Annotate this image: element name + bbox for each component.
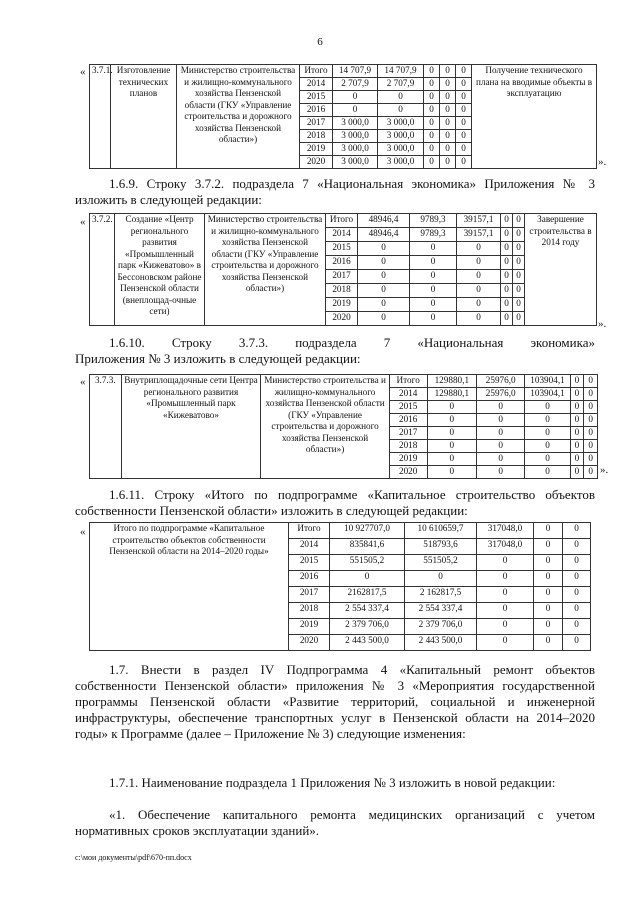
table-row: [90, 65, 597, 78]
amount-cell: 0: [513, 214, 525, 228]
amount-cell: 0: [563, 523, 591, 539]
amount-cell: 0: [410, 242, 457, 256]
amount-cell: 0: [456, 143, 472, 156]
item-code-cell: 3.7.3.: [90, 375, 122, 479]
amount-cell: 3 000,0: [378, 156, 424, 169]
amount-cell: 0: [405, 571, 477, 587]
amount-cell: 835841,6: [330, 539, 405, 555]
amount-cell: 3 000,0: [378, 117, 424, 130]
amount-cell: 0: [424, 130, 440, 143]
amount-cell: 0: [501, 256, 513, 270]
amount-cell: 0: [534, 571, 563, 587]
amount-cell: 551505,2: [405, 555, 477, 571]
amount-cell: 2 379 706,0: [330, 619, 405, 635]
year-cell: 2018: [389, 440, 427, 453]
amount-cell: 0: [570, 453, 584, 466]
amount-cell: 0: [570, 388, 584, 401]
amount-cell: 0: [424, 91, 440, 104]
paragraph-1-6-10-line2: Приложения № 3 изложить в следующей редакции:: [75, 351, 361, 366]
year-cell: 2020: [389, 466, 427, 479]
amount-cell: 0: [477, 440, 525, 453]
year-cell: Итого: [300, 65, 333, 78]
amount-cell: 0: [584, 401, 598, 414]
year-cell: 2015: [289, 555, 330, 571]
amount-cell: 0: [563, 635, 591, 651]
amount-cell: 0: [525, 401, 570, 414]
amount-cell: 3 000,0: [333, 156, 378, 169]
amount-cell: 10 610659,7: [405, 523, 477, 539]
amount-cell: 3 000,0: [378, 130, 424, 143]
amount-cell: 3 000,0: [333, 117, 378, 130]
year-cell: 2018: [326, 284, 358, 298]
amount-cell: 0: [477, 555, 534, 571]
paragraph-1-7: 1.7. Внести в раздел IV Подпрограмма 4 «Капитальный ремонт объектов собственности Пензенской области» приложения № 3 «Мероприятия государственной программы Пензенской области «Развитие территорий, социальной и инженерной инфраструктуры, обеспечение транспортных услуг в Пензенской области на 2014–2020 годы» к Программе (далее – Приложение № 3) следующие изменения:: [75, 662, 595, 741]
amount-cell: 0: [477, 603, 534, 619]
amount-cell: 0: [477, 453, 525, 466]
amount-cell: 0: [427, 440, 476, 453]
amount-cell: 0: [333, 91, 378, 104]
amount-cell: 129880,1: [427, 388, 476, 401]
amount-cell: 0: [525, 440, 570, 453]
amount-cell: 0: [584, 414, 598, 427]
amount-cell: 0: [457, 284, 501, 298]
amount-cell: 0: [456, 156, 472, 169]
table-row-total: [89, 522, 591, 651]
amount-cell: 2 443 500,0: [330, 635, 405, 651]
table-row-3-7-2: [89, 213, 597, 326]
year-cell: 2014: [389, 388, 427, 401]
amount-cell: 0: [501, 214, 513, 228]
amount-cell: 0: [477, 414, 525, 427]
amount-cell: 0: [427, 466, 476, 479]
amount-cell: 3 000,0: [333, 130, 378, 143]
amount-cell: 0: [570, 427, 584, 440]
amount-cell: 0: [424, 156, 440, 169]
amount-cell: 0: [477, 401, 525, 414]
amount-cell: 0: [440, 65, 456, 78]
amount-cell: 0: [440, 78, 456, 91]
result-cell: Получение технического плана на вводимые объекты в эксплуатацию: [472, 65, 597, 169]
amount-cell: 0: [457, 298, 501, 312]
year-cell: 2020: [326, 312, 358, 326]
year-cell: 2015: [300, 91, 333, 104]
amount-cell: 0: [570, 375, 584, 388]
amount-cell: 3 000,0: [378, 143, 424, 156]
year-cell: 2014: [300, 78, 333, 91]
amount-cell: 0: [563, 619, 591, 635]
file-path-footer: c:\мои документы\pdf\670-пп.docx: [75, 853, 192, 862]
year-cell: 2014: [289, 539, 330, 555]
year-cell: 2016: [289, 571, 330, 587]
amount-cell: 0: [501, 298, 513, 312]
amount-cell: 551505,2: [330, 555, 405, 571]
quote-open-mark: «: [80, 216, 86, 228]
item-code-cell: 3.7.2.: [90, 214, 115, 326]
amount-cell: 0: [477, 466, 525, 479]
amount-cell: 0: [440, 104, 456, 117]
amount-cell: 317048,0: [477, 523, 534, 539]
year-cell: 2017: [300, 117, 333, 130]
amount-cell: 0: [424, 104, 440, 117]
quote-open-mark: «: [80, 66, 86, 78]
amount-cell: 0: [477, 635, 534, 651]
amount-cell: 0: [570, 414, 584, 427]
amount-cell: 0: [410, 270, 457, 284]
item-code-cell: 3.7.1.: [90, 65, 111, 169]
year-cell: 2019: [389, 453, 427, 466]
amount-cell: 10 927707,0: [330, 523, 405, 539]
amount-cell: 0: [525, 466, 570, 479]
amount-cell: 2 554 337,4: [330, 603, 405, 619]
amount-cell: 0: [410, 256, 457, 270]
paragraph-1-7-1-quote: «1. Обеспечение капитального ремонта медицинских организаций с учетом нормативных сроков эксплуатации зданий».: [75, 807, 595, 838]
paragraph-1-6-11: 1.6.11. Строку «Итого по подпрограмме «Капитальное строительство объектов собственности Пензенской области» изложить в следующей редакции:: [75, 487, 595, 518]
amount-cell: 14 707,9: [378, 65, 424, 78]
quote-close-mark: ».: [600, 464, 609, 476]
amount-cell: 0: [584, 388, 598, 401]
amount-cell: 25976,0: [477, 375, 525, 388]
amount-cell: 39157,1: [457, 214, 501, 228]
year-cell: 2016: [326, 256, 358, 270]
amount-cell: 0: [563, 603, 591, 619]
amount-cell: 0: [378, 91, 424, 104]
amount-cell: 0: [563, 571, 591, 587]
amount-cell: 0: [513, 270, 525, 284]
year-cell: 2018: [289, 603, 330, 619]
item-name-cell: Итого по подпрограмме «Капитальное строительство объектов собственности Пензенской области на 2014–2020 годы»: [90, 523, 289, 651]
item-name-cell: Создание «Центр регионального развития «Промышленный парк «Кижеватово» в Бессоновском районе Пензенской области (внеплощад-очные сети): [115, 214, 205, 326]
amount-cell: 0: [513, 242, 525, 256]
amount-cell: 3 000,0: [333, 143, 378, 156]
year-cell: 2018: [300, 130, 333, 143]
amount-cell: 0: [513, 312, 525, 326]
amount-cell: 103904,1: [525, 388, 570, 401]
executor-cell: Министерство строительства и жилищно-коммунального хозяйства Пензенской области (ГКУ «Управление строительства и дорожного хозяйства Пензенской области»): [177, 65, 300, 169]
amount-cell: 0: [457, 256, 501, 270]
amount-cell: 39157,1: [457, 228, 501, 242]
amount-cell: 2 707,9: [378, 78, 424, 91]
item-name-cell: Изготовление технических планов: [111, 65, 177, 169]
amount-cell: 9789,3: [410, 228, 457, 242]
table-row-3-7-1: [89, 64, 597, 169]
amount-cell: 0: [410, 312, 457, 326]
amount-cell: 0: [525, 453, 570, 466]
amount-cell: 0: [501, 228, 513, 242]
executor-cell: Министерство строительства и жилищно-коммунального хозяйства Пензенской области (ГКУ «Управление строительства и дорожного хозяйства Пензенской области»): [261, 375, 389, 479]
amount-cell: 48946,4: [358, 228, 410, 242]
amount-cell: 9789,3: [410, 214, 457, 228]
amount-cell: 0: [534, 539, 563, 555]
amount-cell: 0: [358, 256, 410, 270]
paragraph-1-6-10-line1: 1.6.10. Строку 3.7.3. подраздела 7 «Национальная экономика»: [109, 335, 595, 350]
amount-cell: 0: [440, 143, 456, 156]
year-cell: 2019: [289, 619, 330, 635]
year-cell: 2015: [389, 401, 427, 414]
page-number: 6: [317, 36, 323, 48]
amount-cell: 0: [456, 117, 472, 130]
amount-cell: 0: [563, 539, 591, 555]
amount-cell: 0: [424, 65, 440, 78]
year-cell: 2017: [289, 587, 330, 603]
amount-cell: 0: [440, 117, 456, 130]
amount-cell: 0: [584, 375, 598, 388]
year-cell: 2019: [300, 143, 333, 156]
amount-cell: 0: [525, 427, 570, 440]
amount-cell: 2 707,9: [333, 78, 378, 91]
amount-cell: 0: [358, 284, 410, 298]
amount-cell: 2 554 337,4: [405, 603, 477, 619]
amount-cell: 0: [513, 256, 525, 270]
amount-cell: 0: [584, 453, 598, 466]
year-cell: 2019: [326, 298, 358, 312]
amount-cell: 0: [534, 619, 563, 635]
amount-cell: 0: [501, 242, 513, 256]
amount-cell: 0: [440, 91, 456, 104]
amount-cell: 0: [477, 619, 534, 635]
amount-cell: 0: [513, 228, 525, 242]
amount-cell: 0: [440, 156, 456, 169]
year-cell: 2017: [326, 270, 358, 284]
amount-cell: 0: [378, 104, 424, 117]
amount-cell: 0: [424, 78, 440, 91]
executor-cell: Министерство строительства и жилищно-коммунального хозяйства Пензенской области (ГКУ «Управление строительства и дорожного хозяйства Пензенской области»): [205, 214, 326, 326]
amount-cell: 0: [477, 427, 525, 440]
amount-cell: 0: [427, 453, 476, 466]
amount-cell: 0: [513, 284, 525, 298]
amount-cell: 0: [570, 401, 584, 414]
amount-cell: 0: [456, 91, 472, 104]
amount-cell: 0: [501, 312, 513, 326]
amount-cell: 0: [358, 242, 410, 256]
amount-cell: 0: [534, 523, 563, 539]
amount-cell: 0: [477, 571, 534, 587]
table-row-3-7-3: [89, 374, 598, 479]
year-cell: Итого: [389, 375, 427, 388]
year-cell: 2014: [326, 228, 358, 242]
amount-cell: 0: [513, 298, 525, 312]
amount-cell: 0: [584, 440, 598, 453]
amount-cell: 103904,1: [525, 375, 570, 388]
amount-cell: 0: [534, 635, 563, 651]
quote-open-mark: «: [80, 376, 86, 388]
amount-cell: 2 443 500,0: [405, 635, 477, 651]
year-cell: 2017: [389, 427, 427, 440]
amount-cell: 0: [501, 284, 513, 298]
amount-cell: 317048,0: [477, 539, 534, 555]
amount-cell: 0: [563, 555, 591, 571]
amount-cell: 0: [358, 270, 410, 284]
amount-cell: 129880,1: [427, 375, 476, 388]
table-row: [90, 523, 591, 539]
amount-cell: 0: [427, 401, 476, 414]
year-cell: 2020: [300, 156, 333, 169]
amount-cell: 2 379 706,0: [405, 619, 477, 635]
amount-cell: 2162817,5: [330, 587, 405, 603]
year-cell: 2015: [326, 242, 358, 256]
amount-cell: 0: [456, 130, 472, 143]
amount-cell: 0: [457, 242, 501, 256]
amount-cell: 518793,6: [405, 539, 477, 555]
amount-cell: 0: [358, 312, 410, 326]
year-cell: Итого: [289, 523, 330, 539]
year-cell: 2016: [389, 414, 427, 427]
amount-cell: 0: [570, 466, 584, 479]
amount-cell: 25976,0: [477, 388, 525, 401]
table-row: [90, 375, 598, 388]
result-cell: Завершение строительства в 2014 году: [525, 214, 597, 326]
amount-cell: 0: [424, 143, 440, 156]
quote-open-mark: «: [80, 526, 86, 538]
year-cell: 2020: [289, 635, 330, 651]
quote-close-mark: ».: [598, 318, 607, 330]
amount-cell: 0: [477, 587, 534, 603]
amount-cell: 2 162817,5: [405, 587, 477, 603]
amount-cell: 0: [410, 298, 457, 312]
amount-cell: 0: [457, 270, 501, 284]
amount-cell: 0: [501, 270, 513, 284]
amount-cell: 0: [456, 78, 472, 91]
amount-cell: 0: [570, 440, 584, 453]
amount-cell: 0: [330, 571, 405, 587]
amount-cell: 0: [584, 466, 598, 479]
amount-cell: 0: [424, 117, 440, 130]
amount-cell: 0: [333, 104, 378, 117]
amount-cell: 14 707,9: [333, 65, 378, 78]
amount-cell: 0: [584, 427, 598, 440]
amount-cell: 0: [525, 414, 570, 427]
paragraph-1-6-9: 1.6.9. Строку 3.7.2. подраздела 7 «Национальная экономика» Приложения № 3 изложить в следующей редакции:: [75, 176, 595, 207]
amount-cell: 0: [427, 427, 476, 440]
quote-close-mark: ».: [598, 156, 607, 168]
amount-cell: 0: [534, 555, 563, 571]
table-row: [90, 214, 597, 228]
year-cell: Итого: [326, 214, 358, 228]
amount-cell: 0: [456, 65, 472, 78]
amount-cell: 0: [563, 587, 591, 603]
amount-cell: 0: [534, 603, 563, 619]
paragraph-1-7-1: 1.7.1. Наименование подраздела 1 Приложения № 3 изложить в новой редакции:: [109, 775, 556, 790]
amount-cell: 0: [456, 104, 472, 117]
amount-cell: 0: [358, 298, 410, 312]
amount-cell: 0: [440, 130, 456, 143]
amount-cell: 0: [457, 312, 501, 326]
amount-cell: 48946,4: [358, 214, 410, 228]
amount-cell: 0: [534, 587, 563, 603]
item-name-cell: Внутриплощадочные сети Центра регионального развития «Промышленный парк «Кижеватово»: [121, 375, 261, 479]
year-cell: 2016: [300, 104, 333, 117]
amount-cell: 0: [427, 414, 476, 427]
amount-cell: 0: [410, 284, 457, 298]
